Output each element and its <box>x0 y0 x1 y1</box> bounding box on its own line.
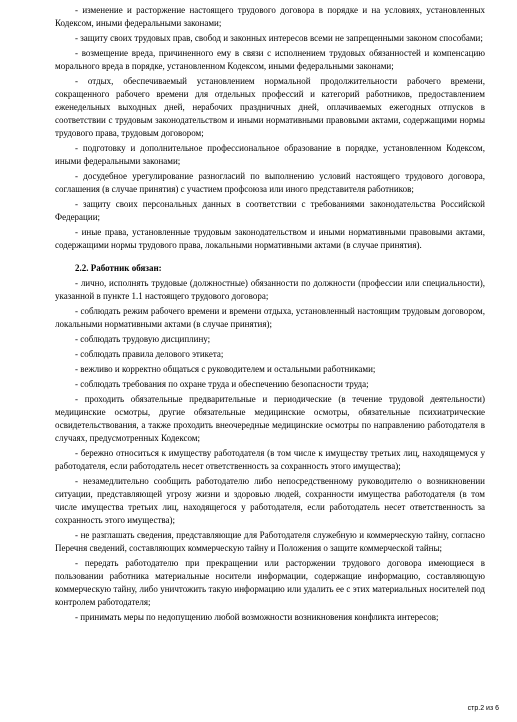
list-item: - передать работодателю при прекращении или расторжении трудового договора имеющиеся в пользовании работника материальные носители информации, содержащие информацию, составляющую коммерческую тайну, либо уничтожить такую информацию или удалить ее с этих материальных носителей под контролем работодателя; <box>55 558 485 607</box>
list-item: - не разглашать сведения, представляющие для Работодателя служебную и коммерческую тайну, согласно Перечня сведений, составляющих коммерческую тайну и Положения о защите коммерческой тайны; <box>55 530 485 553</box>
section-heading: 2.2. Работник обязан: <box>75 263 162 273</box>
list-item: - изменение и расторжение настоящего трудового договора в порядке и на условиях, установленных Кодексом, иными федеральными законами; <box>55 5 485 28</box>
list-item: - принимать меры по недопущению любой возможности возникновения конфликта интересов; <box>75 612 439 622</box>
list-item: - отдых, обеспечиваемый установлением нормальной продолжительности рабочего времени, сокращенного рабочего времени для отдельных профессий и категорий работников, предоставлением еженедельных выходных дней, нерабочих праздничных дней, оплачиваемых ежегодных отпусков в соответствии с трудовым законодательством и иными нормативными правовыми актами, содержащими нормы трудового права, трудовым договором; <box>55 76 485 138</box>
list-item: - подготовку и дополнительное профессиональное образование в порядке, установленном Кодексом, иными федеральными законами; <box>55 143 485 166</box>
list-item: - вежливо и корректно общаться с руководителем и остальными работниками; <box>75 364 376 374</box>
list-item: - бережно относиться к имуществу работодателя (в том числе к имуществу третьих лиц, находящемуся у работодателя, если работодатель несет ответственность за сохранность этого имущества); <box>55 448 485 471</box>
list-item: - защиту своих трудовых прав, свобод и законных интересов всеми не запрещенными законом способами; <box>75 33 483 43</box>
list-item: - соблюдать трудовую дисциплину; <box>75 334 211 344</box>
list-item: - иные права, установленные трудовым законодательством и иными нормативными правовыми актами, содержащими нормы трудового права, локальными нормативными актами (в случае принятия). <box>55 227 485 250</box>
list-item: - возмещение вреда, причиненного ему в связи с исполнением трудовых обязанностей и компенсацию морального вреда в порядке, установленном Кодексом, иными федеральными законами; <box>55 48 485 71</box>
list-item: - защиту своих персональных данных в соответствии с требованиями законодательства Российской Федерации; <box>55 199 485 222</box>
list-item: - незамедлительно сообщить работодателю либо непосредственному руководителю о возникновении ситуации, представляющей угрозу жизни и здоровью людей, сохранности имущества работодателя (в том числе имущества третьих лиц, находящегося у работодателя, если работодатель несет ответственность за сохранность этого имущества); <box>55 476 485 525</box>
list-item: - лично, исполнять трудовые (должностные) обязанности по должности (профессии или специальности), указанной в пункте 1.1 настоящего трудового договора; <box>55 278 485 301</box>
list-item: - соблюдать режим рабочего времени и времени отдыха, установленный настоящим трудовым договором, локальными нормативными актами (в случае принятия); <box>55 306 485 329</box>
page-number: стр.2 из 6 <box>467 705 499 712</box>
section-spacer <box>55 254 485 262</box>
list-item: - проходить обязательные предварительные и периодические (в течение трудовой деятельности) медицинские осмотры, другие обязательные медицинские осмотры, обязательные психиатрические освидетельствования, а также проходить внеочередные медицинские осмотры по направлению работодателя в случаях, предусмотренных Кодексом; <box>55 394 485 443</box>
list-item: - соблюдать требования по охране труда и обеспечению безопасности труда; <box>75 379 369 389</box>
rights-list <box>55 4 485 252</box>
list-item: - досудебное урегулирование разногласий по выполнению условий настоящего трудового договора, соглашения (в случае принятия) с участием профсоюза или иного представителя работников; <box>55 171 485 194</box>
obligations-list <box>55 277 485 624</box>
list-item: - соблюдать правила делового этикета; <box>75 349 224 359</box>
document-body <box>55 4 485 626</box>
